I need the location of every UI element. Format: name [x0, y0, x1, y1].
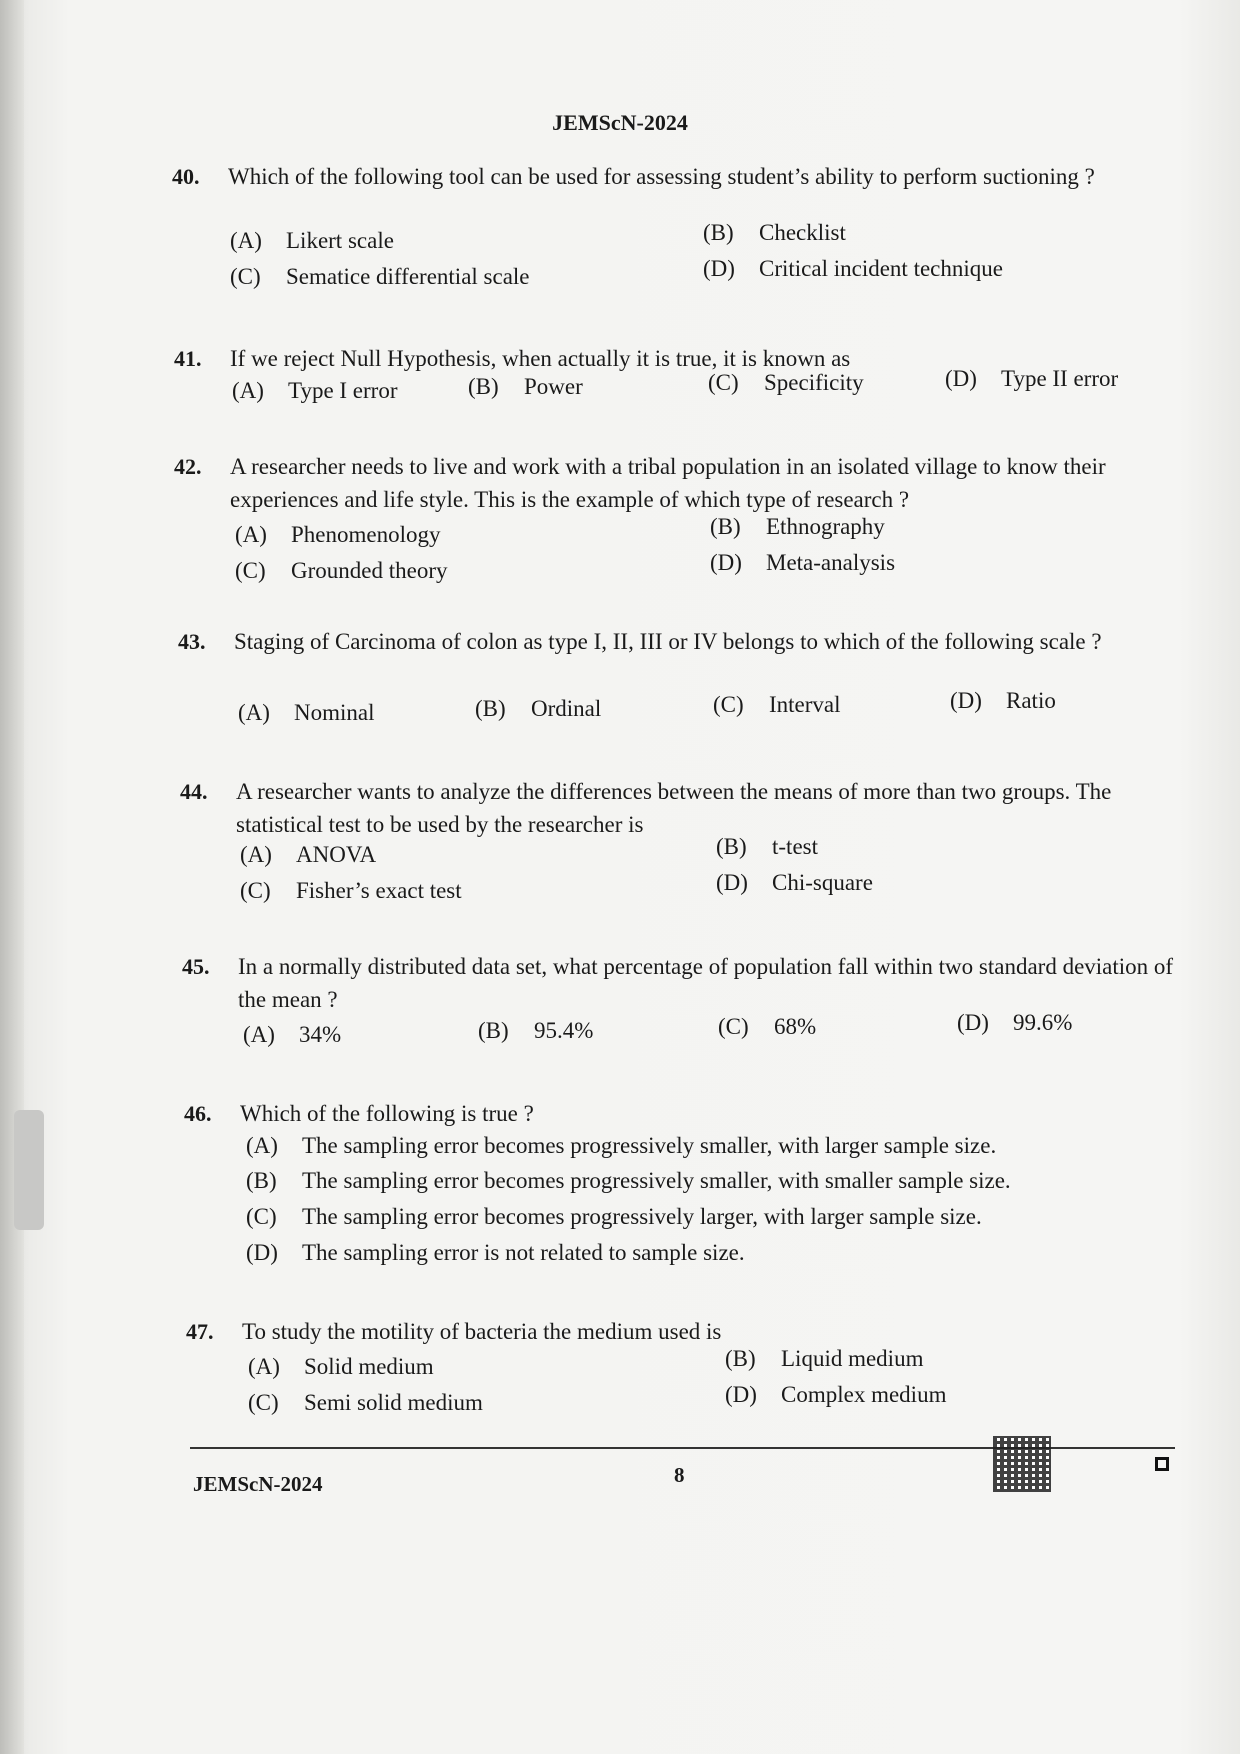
- option-b: (B) Checklist: [703, 220, 846, 245]
- option-c: (C) Grounded theory: [235, 558, 448, 583]
- option-a: (A) 34%: [243, 1022, 342, 1047]
- option-d: (D) The sampling error is not related to sample size.: [246, 1240, 745, 1265]
- option-c: (C) Interval: [713, 692, 841, 717]
- option-a: (A) Solid medium: [248, 1354, 434, 1379]
- question-text: Which of the following tool can be used for assessing student’s ability to perform suctioning ?: [228, 164, 1095, 189]
- option-d: (D) 99.6%: [957, 1010, 1073, 1035]
- square-icon: [1155, 1457, 1169, 1471]
- option-b: (B) Ethnography: [710, 514, 885, 539]
- option-b: (B) t-test: [716, 834, 818, 859]
- option-d: (D) Meta-analysis: [710, 550, 896, 575]
- side-tab: [14, 1110, 44, 1230]
- option-a: (A) Type I error: [232, 378, 398, 403]
- question-number: 40.: [172, 164, 200, 189]
- option-b: (B) Liquid medium: [725, 1346, 924, 1371]
- option-b: (B) Ordinal: [475, 696, 602, 721]
- option-c: (C) Specificity: [708, 370, 864, 395]
- option-b: (B) The sampling error becomes progressively smaller, with smaller sample size.: [246, 1168, 1011, 1193]
- option-d: (D) Critical incident technique: [703, 256, 1003, 281]
- option-a: (A) The sampling error becomes progressively smaller, with larger sample size.: [246, 1133, 997, 1158]
- option-d: (D) Complex medium: [725, 1382, 947, 1407]
- option-c: (C) Semi solid medium: [248, 1390, 483, 1415]
- option-c: (C) The sampling error becomes progressively larger, with larger sample size.: [246, 1204, 982, 1229]
- option-d: (D) Type II error: [945, 366, 1119, 391]
- page-header: JEMScN-2024: [552, 110, 688, 135]
- option-a: (A) Nominal: [238, 700, 375, 725]
- footer-code: JEMScN-2024: [193, 1472, 323, 1496]
- option-c: (C) 68%: [718, 1014, 817, 1039]
- option-d: (D) Chi-square: [716, 870, 873, 895]
- qr-code-icon: [993, 1436, 1051, 1492]
- option-c: (C) Fisher’s exact test: [240, 878, 462, 903]
- option-b: (B) 95.4%: [478, 1018, 594, 1043]
- option-c: (C) Sematice differential scale: [230, 264, 530, 289]
- binding-edge: [0, 0, 24, 1754]
- option-a: (A) Likert scale: [230, 228, 394, 253]
- option-a: (A) Phenomenology: [235, 522, 441, 547]
- option-a: (A) ANOVA: [240, 842, 377, 867]
- option-d: (D) Ratio: [950, 688, 1056, 713]
- page-number: 8: [674, 1463, 685, 1487]
- page: JEMScN-2024 40. Which of the following tool can be used for assessing student’s ability to perform suctioning ? (A) Likert scale (B) Checklist (C) Sematice differential scale (D) Critical incident technique 41. If we reject Null Hypothesis, when actually it is true, it is known as (A) Type I error (B) Power (C) Specificity (D) Type II error 42. A researcher needs to live and work with a tribal population in an isolated village to know their experiences and life style. This is the example of which type of research ? (A) Phenomenology (B) Ethnography (C) Grounded theory (D) Meta-analysis 43. Staging of Carcinoma of colon as type I, II, III or IV belongs to which of the following scale ? (A) Nominal (B) Ordinal (C) Interval (D) Ratio 44. A researcher wants to analyze the differences between the means of more than two groups. The statistical test to be used by the researcher is (A) ANOVA (B) t-test (C) Fisher’s exact test (D) Chi-square 45. In a normally distributed data set, what percentage of population fall within two standard deviation of the mean ? (A) 34% (B) 95.4% (C) 68% (D) 99.6% 46. Which of the following is true ? (A) The sampling error becomes progressively smaller, with larger sample size. (B) The sampling error becomes progressively smaller, with smaller sample size. (C) The sampling error becomes progressively larger, with larger sample size. (D) The sampling error is not related to sample size. 47. To study the motility of bacteria the medium used is (A) Solid medium (B) Liquid medium (C) Semi solid medium (D) Complex medium JEMScN-2024 8: [0, 0, 1240, 1754]
- option-b: (B) Power: [468, 374, 583, 399]
